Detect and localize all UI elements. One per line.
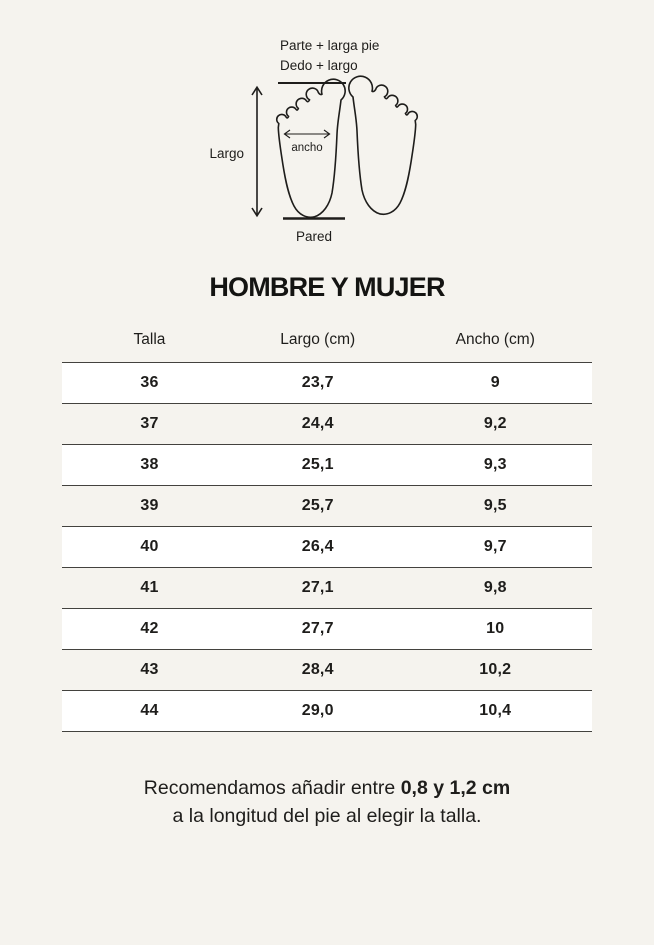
table-cell: 24,4 xyxy=(301,415,334,432)
table-cell: 9,5 xyxy=(483,497,507,514)
recommendation-text: Recomendamos añadir entre xyxy=(143,777,401,799)
table-row xyxy=(62,527,592,568)
table-row xyxy=(62,404,592,445)
recommendation-range: 0,8 y 1,2 cm xyxy=(400,777,511,799)
table-row xyxy=(62,609,592,650)
table-cell: 39 xyxy=(140,497,159,514)
table-cell: 9,8 xyxy=(483,579,507,596)
table-cell: 41 xyxy=(140,579,159,596)
width-arrow xyxy=(284,130,329,138)
foot-measurement-diagram xyxy=(0,0,654,252)
table-cell: 25,7 xyxy=(301,497,334,514)
table-cell: 9 xyxy=(490,374,500,391)
table-row xyxy=(62,691,592,732)
table-cell: 9,7 xyxy=(483,538,507,555)
table-cell: 43 xyxy=(140,661,159,678)
column-header: Largo (cm) xyxy=(280,331,356,348)
table-cell: 25,1 xyxy=(301,456,334,473)
table-cell: 10,4 xyxy=(479,702,512,719)
table-cell: 23,7 xyxy=(301,374,334,391)
column-header: Talla xyxy=(133,331,166,348)
width-label: ancho xyxy=(291,142,323,154)
table-cell: 9,2 xyxy=(483,415,507,432)
table-cell: 26,4 xyxy=(301,538,334,555)
feet-diagram-svg xyxy=(0,0,654,252)
size-table xyxy=(62,331,592,732)
table-row xyxy=(62,445,592,486)
table-row xyxy=(62,363,592,404)
table-cell: 44 xyxy=(140,702,159,719)
table-cell: 27,7 xyxy=(301,620,334,637)
table-cell: 27,1 xyxy=(301,579,334,596)
toe-length-label-2: Dedo + largo xyxy=(280,58,358,73)
table-row xyxy=(62,568,592,609)
heel-label: Pared xyxy=(295,229,333,244)
column-header: Ancho (cm) xyxy=(455,331,535,348)
table-cell: 36 xyxy=(140,374,159,391)
length-label: Largo xyxy=(209,146,244,161)
toe-length-label-1: Parte + larga pie xyxy=(280,38,380,53)
table-cell: 29,0 xyxy=(301,702,334,719)
table-cell: 9,3 xyxy=(483,456,507,473)
table-header-row xyxy=(62,331,592,363)
table-cell: 10,2 xyxy=(479,661,512,678)
table-cell: 42 xyxy=(140,620,159,637)
size-table-body xyxy=(62,363,592,732)
length-arrow xyxy=(252,87,262,216)
table-cell: 37 xyxy=(140,415,159,432)
recommendation-note xyxy=(0,774,654,831)
right-foot-outline xyxy=(349,76,417,214)
table-cell: 28,4 xyxy=(301,661,334,678)
recommendation-text-line2: a la longitud del pie al elegir la talla. xyxy=(172,805,482,828)
table-cell: 38 xyxy=(140,456,159,473)
table-cell: 10 xyxy=(486,620,505,637)
table-row xyxy=(62,486,592,527)
page-title: HOMBRE Y MUJER xyxy=(209,272,445,302)
table-cell: 40 xyxy=(140,538,159,555)
table-row xyxy=(62,650,592,691)
